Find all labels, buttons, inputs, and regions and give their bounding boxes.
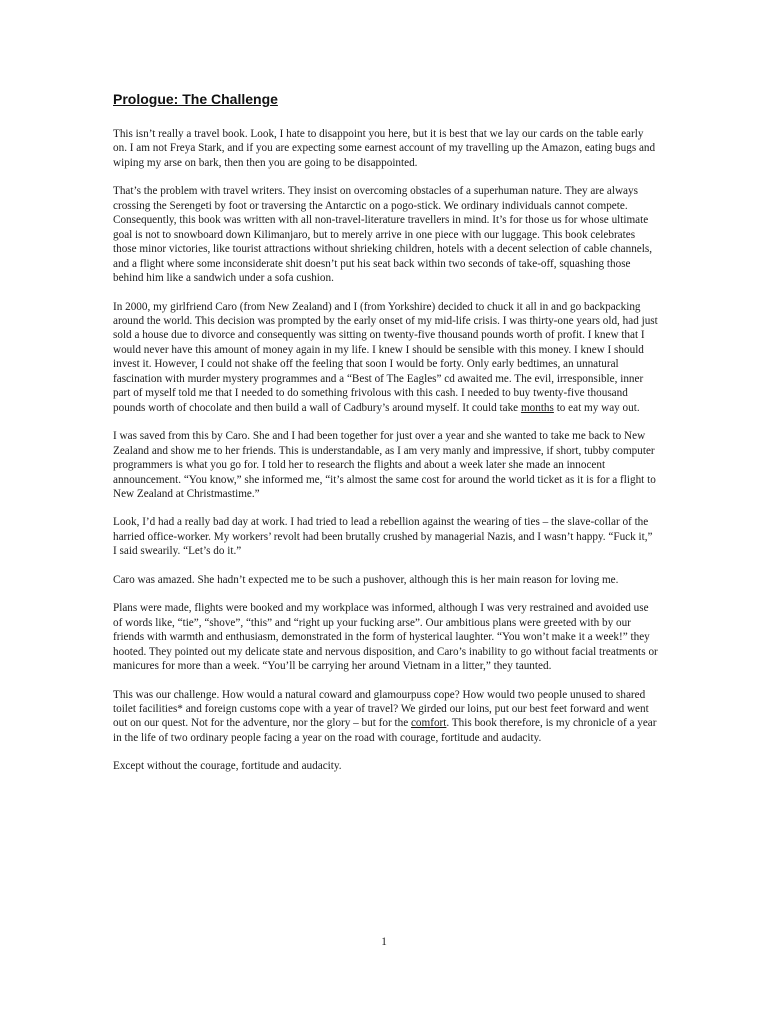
page-number: 1 xyxy=(381,936,387,948)
paragraph-text: Look, I’d had a really bad day at work. I had tried to lead a rebellion against the wearing of ties – the slave-collar of the harried office-worker. My workers’ revolt had been brutally crushed by managerial Nazis, and I wasn’t happy. “Fuck it,” I said swearily. “Let’s do it.” xyxy=(113,516,653,558)
paragraph-1 xyxy=(113,127,658,170)
paragraph-8 xyxy=(113,688,658,746)
paragraph-3 xyxy=(113,300,658,416)
paragraph-text: Plans were made, flights were booked and my workplace was informed, although I was very restrained and avoided use of words like, “tie”, “shove”, “this” and “right up your fucking arse”. Our ambitious plans were greeted with by our friends with warmth and enthusiasm, demonstrated in the form of hysterical laughter. “You won’t make it a week!” they hooted. They pointed out my delicate state and nervous disposition, and Caro’s inability to go without facial treatments or manicures for more than a week. xyxy=(113,602,658,673)
paragraph-9 xyxy=(113,759,658,773)
paragraph-2 xyxy=(113,184,658,285)
underlined-word: comfort xyxy=(410,717,447,730)
chapter-title: Prologue: The Challenge xyxy=(113,91,278,107)
paragraph-4 xyxy=(113,429,658,501)
paragraph-text: Except without the courage, fortitude and audacity. xyxy=(113,760,342,773)
underlined-word: months xyxy=(520,401,554,414)
paragraph-7 xyxy=(113,601,658,673)
paragraph-text: I was saved from this by Caro. She and I had been together for just over a year and she wanted to take me back to New Zealand and show me to her friends. This is understandable, as I am very manly and impressive, if short, tubby computer programmers is what you go for. I told her to research the flights and about a week later she made an innocent announcement. “You know,” she informed me, “it’s almost the same cost for around the world ticket as it is for a flight to New Zealand at Christmastime.” xyxy=(113,430,656,500)
paragraph-text: This was our challenge. How would a natural coward and glamourpuss cope? How would two people unused to shared toilet facilities* and foreign customs cope with a year of travel? We girded our loins, put our best feet forward and went out on our quest. Not for the adventure, nor the glory – but for the xyxy=(113,688,649,730)
paragraph-5 xyxy=(113,515,658,558)
paragraph-text: That’s the problem with travel writers. They insist on overcoming obstacles of a superhuman nature. They are always crossing the Serengeti by foot or traversing the Antarctic on a pogo-stick. We ordinary individuals cannot compete. Consequently, this book was written with all non-travel-literature travellers in mind. It’s for those us for whose ultimate goal is not to snowboard down Kilimanjaro, but to merely arrive in one piece with our luggage. This book celebrates those minor victories, like tourist attractions without shrieking children, hotels with a decent selection of cable channels, and a flight where some inconsiderate shit doesn’t put his seat back within two seconds of take-off, squashing those behind him like a sandwich under a sofa cushion. xyxy=(113,185,653,285)
paragraph-text: This isn’t really a travel book. Look, I hate to disappoint you here, but it is best that we lay our cards on the table early on. I am not Freya Stark, and if you are expecting some earnest account of my travelling up the Amazon, eating bugs and wiping my arse on bark, then then you are going to be disappointed. xyxy=(113,128,656,169)
paragraph-6 xyxy=(113,573,658,587)
document-body xyxy=(113,90,658,788)
paragraph-text: Caro was amazed. She hadn’t expected me to be such a pushover, although this is her main reason for loving me. xyxy=(113,573,619,586)
paragraph-text-end: to eat my way out. xyxy=(553,401,640,414)
paragraph-extra-line: “You’ll be carrying her around Vietnam in a litter,” they taunted. xyxy=(262,660,552,673)
paragraph-text-end: . This book therefore, is my chronicle of a year in the life of two ordinary people facing a year on the road with courage, fortitude and audacity. xyxy=(113,717,657,744)
paragraph-text: In 2000, my girlfriend Caro (from New Zealand) and I (from Yorkshire) decided to chuck it all in and go backpacking around the world. This decision was prompted by the early onset of my mid-life crisis. I was thirty-one years old, had just sold a house due to divorce and consequently was sitting on twenty-five thousand pounds worth of profit. I knew that I would never have this amount of money again in my life. I knew I should be sensible with this money. I knew I should invest it. However, I could not shake off the feeling that soon I would be forty. Only early bedtimes, an unnatural fascination with murder mystery programmes and a “Best of The Eagles” cd awaited me. The evil, irresponsible, inner part of myself told me that I needed to do something frivolous with this cash. I needed to buy twenty-five thousand pounds worth of chocolate and then build a wall of Cadbury’s around myself. It could take xyxy=(113,300,658,414)
